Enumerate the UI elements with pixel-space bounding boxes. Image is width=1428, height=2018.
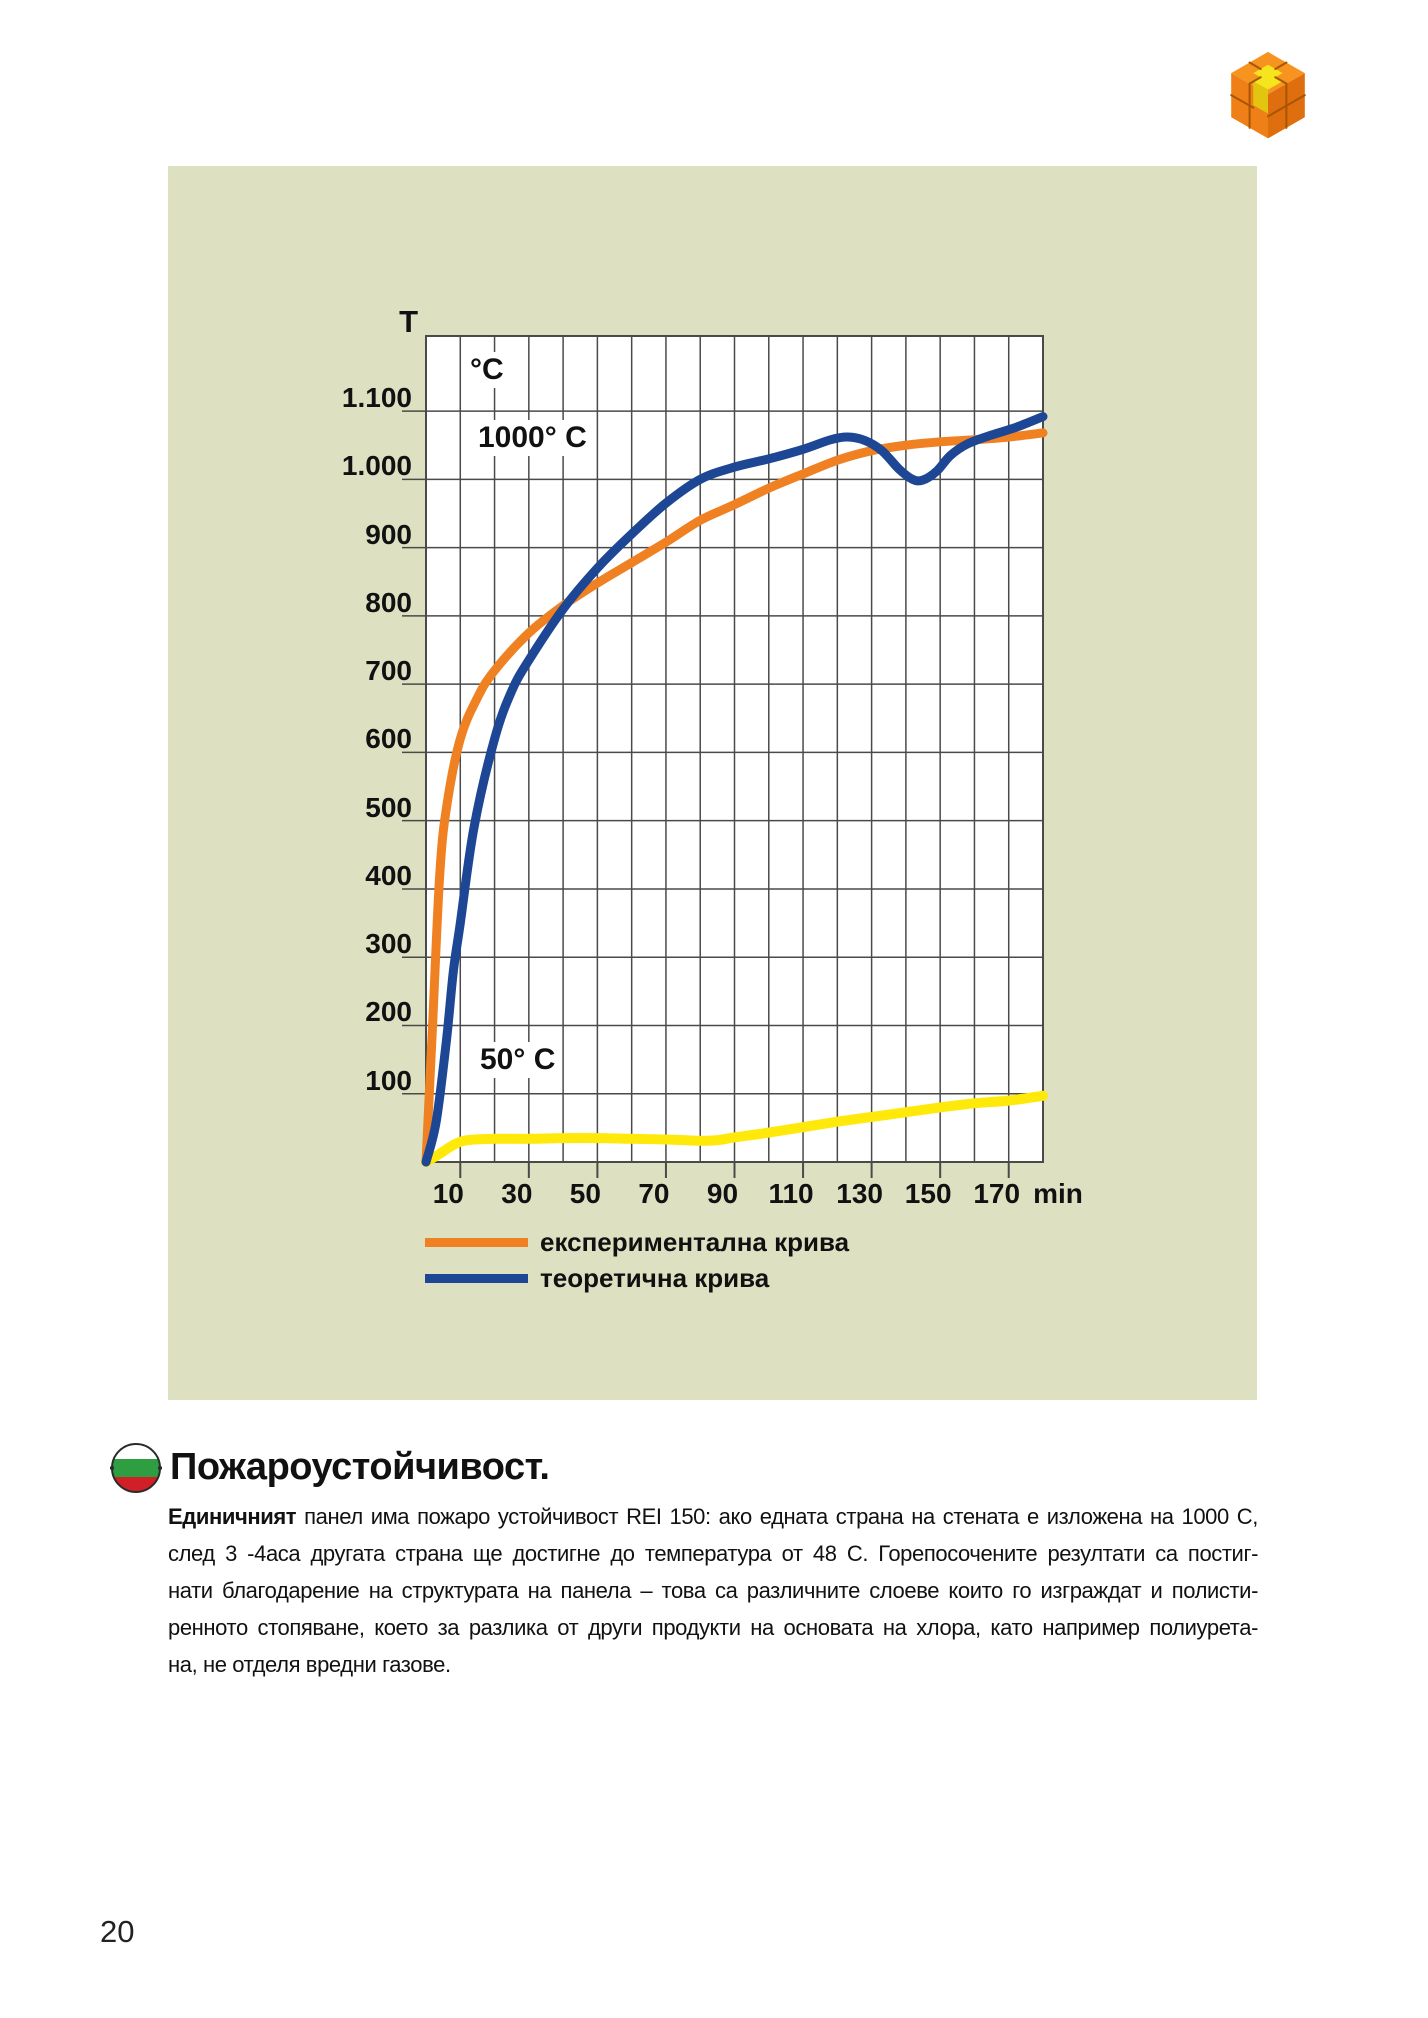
body-line: на, не отделя вредни газове. [168,1652,451,1677]
puzzle-cube-logo-icon [1222,46,1314,148]
body-line: след 3 -4аса другата страна ще достигне до температура от 48 C. Горепосочените резултати са постиг- [168,1541,1258,1566]
section-body [168,1498,1258,1683]
x-tick-label: 30 [501,1178,533,1209]
chart-legend [425,1224,849,1296]
y-tick-label: 400 [365,859,412,891]
y-tick-label: 800 [365,586,412,618]
body-line: ренното стопяване, което за разлика от други продукти на основата на хлора, като например полиурета- [168,1615,1258,1640]
y-tick-label: 300 [365,928,412,960]
x-tick-label: 50 [569,1178,601,1209]
legend-row-experimental [425,1224,849,1260]
page-number: 20 [100,1914,135,1949]
cold-side-annotation: 50° C [474,1042,561,1078]
y-tick-label: 700 [365,655,412,687]
hot-side-annotation: 1000° C [472,420,593,456]
x-tick-label: 150 [904,1178,952,1209]
y-tick-label: 1.100 [341,382,412,414]
experimental-curve-label: експериментална крива [540,1226,850,1257]
body-line1-rest: панел има пожаро устойчивост REI 150: ако едната страна на стената е изложена на 1000 C, [296,1504,1258,1529]
theoretical-curve-label: теоретична крива [540,1262,770,1293]
section-heading: Пожароустойчивост. [170,1446,550,1488]
y-tick-label: 100 [365,1064,412,1096]
body-line [168,1498,1258,1535]
x-tick-label: 110 [768,1178,814,1209]
theoretical-curve-swatch [425,1274,528,1283]
x-tick-label: 10 [432,1178,464,1209]
y-tick-label: 600 [365,723,412,755]
y-tick-label: 900 [365,518,412,550]
y-tick-label: 500 [365,791,412,823]
unit-annotation: °C [464,352,510,388]
x-tick-label: 170 [973,1178,1021,1209]
experimental-curve-swatch [425,1238,528,1247]
bulgarian-flag-icon [109,1441,163,1495]
body-line: нати благодарение на структурата на панела – това са различните слоеве които го изграждат и полисти- [168,1578,1258,1603]
x-tick-label: 70 [638,1178,670,1209]
chart-panel [168,166,1257,1400]
y-axis-title: T [399,304,418,339]
y-tick-label: 200 [365,996,412,1028]
temperature-chart [426,336,1043,1162]
x-tick-label: 130 [836,1178,883,1209]
legend-row-theoretical [425,1260,849,1296]
body-lead-bold: Единичният [168,1504,297,1529]
x-axis-unit-label: min [1033,1178,1083,1209]
x-tick-label: 90 [706,1178,739,1209]
y-tick-label: 1.000 [341,450,412,482]
